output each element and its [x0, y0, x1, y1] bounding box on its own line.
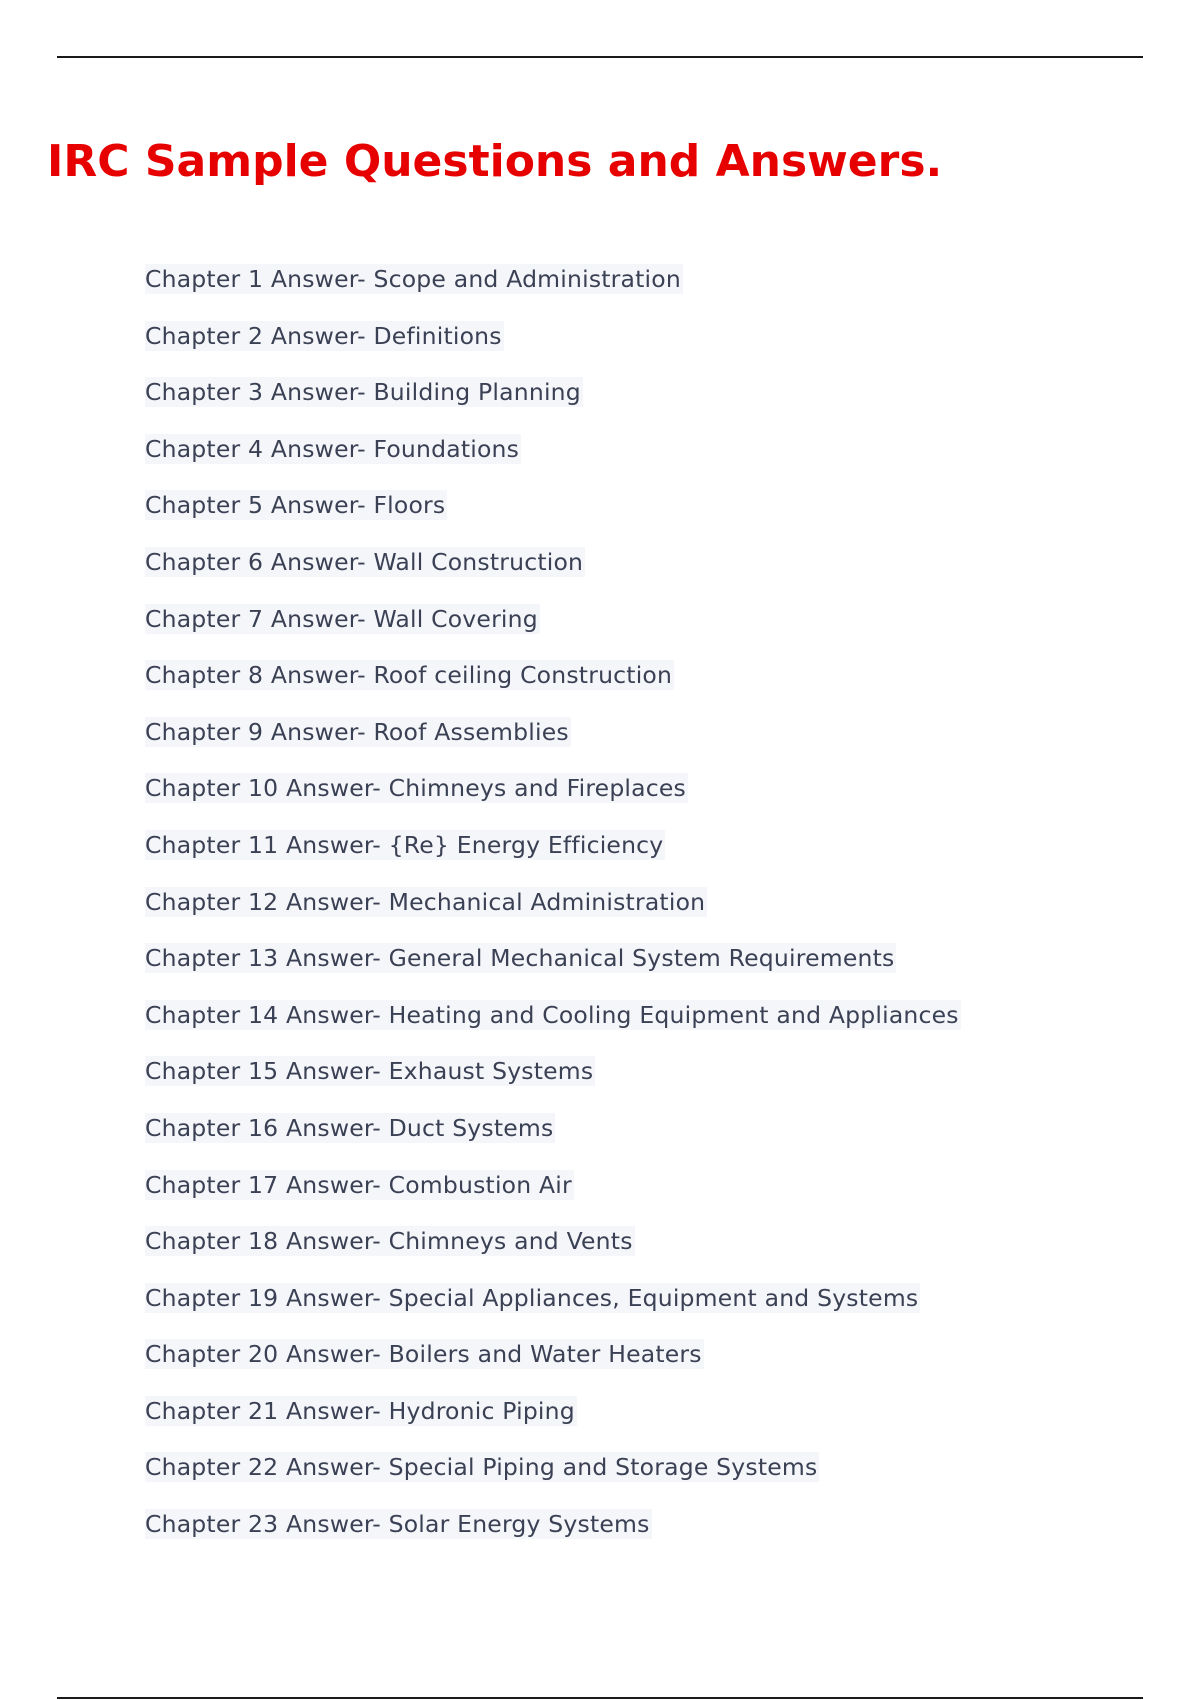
- chapter-number: Chapter 12: [145, 887, 279, 916]
- chapter-number: Chapter 17: [145, 1170, 279, 1199]
- chapter-answer: Answer- Special Appliances, Equipment and Systems: [286, 1283, 919, 1312]
- chapter-answer: Answer- Scope and Administration: [270, 265, 681, 293]
- bottom-rule: [57, 1697, 1143, 1699]
- document-title: IRC Sample Questions and Answers.: [47, 136, 943, 187]
- chapter-answer: Answer- Wall Covering: [270, 604, 538, 633]
- chapter-number: Chapter 22: [145, 1453, 279, 1482]
- chapter-answer: Answer- Duct Systems: [286, 1113, 554, 1142]
- chapter-answer: Answer- Mechanical Administration: [286, 887, 706, 916]
- list-item: [145, 773, 961, 830]
- chapter-answer: Answer- Chimneys and Fireplaces: [286, 774, 686, 803]
- chapter-number: Chapter 9: [145, 717, 264, 746]
- chapter-entry: [145, 1000, 961, 1030]
- chapter-answer: Answer- {Re} Energy Efficiency: [286, 830, 664, 859]
- list-item: [145, 604, 961, 661]
- chapter-number: Chapter 18: [145, 1227, 279, 1256]
- chapter-answer: Answer- Chimneys and Vents: [286, 1227, 633, 1256]
- chapter-number: Chapter 8: [145, 661, 264, 690]
- chapter-entry: [145, 321, 504, 351]
- list-item: [145, 321, 961, 378]
- chapter-number: Chapter 13: [145, 944, 279, 973]
- chapter-number: Chapter 10: [145, 774, 279, 803]
- chapter-answer: Answer- Special Piping and Storage Systems: [286, 1453, 818, 1482]
- chapter-entry: [145, 1113, 555, 1143]
- list-item: [145, 264, 961, 321]
- chapter-entry: [145, 1339, 704, 1369]
- chapter-number: Chapter 16: [145, 1113, 279, 1142]
- list-item: [145, 1339, 961, 1396]
- chapter-entry: [145, 1452, 819, 1482]
- chapter-entry: [145, 1396, 577, 1426]
- list-item: [145, 1452, 961, 1509]
- chapter-entry: [145, 887, 707, 917]
- list-item: [145, 1000, 961, 1057]
- chapter-number: Chapter 23: [145, 1510, 279, 1539]
- top-rule: [57, 56, 1143, 58]
- chapter-answer: Answer- Solar Energy Systems: [286, 1510, 650, 1539]
- chapter-answer: Answer- Floors: [270, 491, 446, 520]
- chapter-answer: Answer- Definitions: [270, 321, 502, 350]
- chapter-entry: [145, 1170, 574, 1200]
- chapter-answer: Answer- Wall Construction: [270, 547, 584, 576]
- chapter-entry: [145, 1509, 652, 1539]
- chapter-entry: [145, 1283, 920, 1313]
- chapter-entry: [145, 434, 521, 464]
- chapter-answer: Answer- Foundations: [270, 434, 520, 463]
- list-item: [145, 943, 961, 1000]
- chapter-entry: [145, 264, 683, 294]
- list-item: [145, 660, 961, 717]
- chapter-answer: Answer- Boilers and Water Heaters: [286, 1340, 702, 1369]
- chapter-number: Chapter 1: [145, 265, 264, 293]
- chapter-entry: [145, 660, 674, 690]
- chapter-entry: [145, 717, 571, 747]
- chapter-number: Chapter 19: [145, 1283, 279, 1312]
- list-item: [145, 830, 961, 887]
- list-item: [145, 1056, 961, 1113]
- chapter-entry: [145, 604, 540, 634]
- chapter-answer: Answer- Hydronic Piping: [286, 1396, 575, 1425]
- chapter-entry: [145, 773, 688, 803]
- chapter-answer: Answer- Exhaust Systems: [286, 1057, 594, 1086]
- chapter-entry: [145, 1056, 595, 1086]
- list-item: [145, 377, 961, 434]
- chapter-answer: Answer- Heating and Cooling Equipment and Appliances: [286, 1000, 959, 1029]
- list-item: [145, 1283, 961, 1340]
- chapter-number: Chapter 15: [145, 1057, 279, 1086]
- chapter-number: Chapter 11: [145, 830, 279, 859]
- chapter-number: Chapter 7: [145, 604, 264, 633]
- chapter-entry: [145, 830, 665, 860]
- list-item: [145, 887, 961, 944]
- list-item: [145, 547, 961, 604]
- list-item: [145, 1170, 961, 1227]
- list-item: [145, 1226, 961, 1283]
- chapter-number: Chapter 5: [145, 491, 264, 520]
- chapter-number: Chapter 2: [145, 321, 264, 350]
- chapter-number: Chapter 21: [145, 1396, 279, 1425]
- chapter-answer: Answer- Roof ceiling Construction: [270, 661, 673, 690]
- chapter-number: Chapter 20: [145, 1340, 279, 1369]
- chapter-entry: [145, 490, 447, 520]
- chapter-entry: [145, 943, 896, 973]
- list-item: [145, 1396, 961, 1453]
- list-item: [145, 434, 961, 491]
- chapter-entry: [145, 1226, 635, 1256]
- list-item: [145, 717, 961, 774]
- list-item: [145, 1509, 961, 1566]
- chapter-answer: Answer- Combustion Air: [286, 1170, 572, 1199]
- chapter-entry: [145, 547, 585, 577]
- chapter-list: [145, 264, 961, 1566]
- chapter-number: Chapter 6: [145, 547, 264, 576]
- chapter-answer: Answer- Building Planning: [270, 378, 581, 407]
- chapter-entry: [145, 377, 583, 407]
- chapter-number: Chapter 4: [145, 434, 264, 463]
- list-item: [145, 490, 961, 547]
- chapter-answer: Answer- Roof Assemblies: [270, 717, 569, 746]
- chapter-answer: Answer- General Mechanical System Requirements: [286, 944, 895, 973]
- list-item: [145, 1113, 961, 1170]
- chapter-number: Chapter 14: [145, 1000, 279, 1029]
- chapter-number: Chapter 3: [145, 378, 264, 407]
